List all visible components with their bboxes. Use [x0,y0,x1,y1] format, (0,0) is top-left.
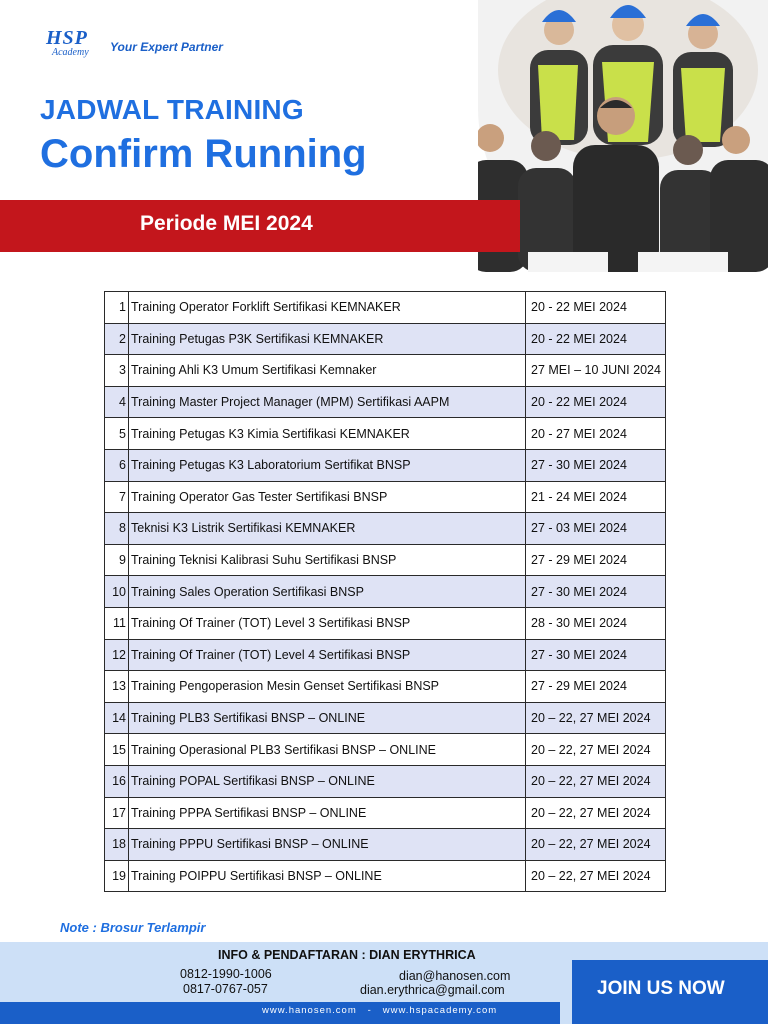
table-row [105,576,666,608]
training-date: 27 - 29 MEI 2024 [526,671,666,703]
table-row [105,734,666,766]
tagline: Your Expert Partner [110,40,223,54]
training-date: 27 MEI – 10 JUNI 2024 [526,355,666,387]
table-row [105,323,666,355]
training-name: Training Of Trainer (TOT) Level 3 Sertifikasi BNSP [129,607,526,639]
training-name: Training Teknisi Kalibrasi Suhu Sertifikasi BNSP [129,544,526,576]
training-schedule-table [104,291,666,892]
training-name: Training Petugas K3 Kimia Sertifikasi KEMNAKER [129,418,526,450]
info-registration-title: INFO & PENDAFTARAN : DIAN ERYTHRICA [218,948,476,962]
row-number: 18 [105,829,129,861]
training-date: 20 – 22, 27 MEI 2024 [526,860,666,892]
training-name: Training POPAL Sertifikasi BNSP – ONLINE [129,765,526,797]
table-row [105,386,666,418]
table-row [105,449,666,481]
training-name: Training POIPPU Sertifikasi BNSP – ONLINE [129,860,526,892]
workers-illustration [478,0,768,272]
training-date: 20 - 22 MEI 2024 [526,292,666,324]
training-date: 27 - 30 MEI 2024 [526,576,666,608]
training-date: 20 – 22, 27 MEI 2024 [526,765,666,797]
row-number: 2 [105,323,129,355]
table-row [105,607,666,639]
contact-email-2[interactable]: dian.erythrica@gmail.com [360,983,505,997]
training-date: 20 - 22 MEI 2024 [526,386,666,418]
table-row [105,860,666,892]
table-row [105,418,666,450]
training-name: Training PLB3 Sertifikasi BNSP – ONLINE [129,702,526,734]
row-number: 12 [105,639,129,671]
training-date: 20 – 22, 27 MEI 2024 [526,734,666,766]
training-name: Training Pengoperasion Mesin Genset Sertifikasi BNSP [129,671,526,703]
row-number: 19 [105,860,129,892]
logo-hsp-text: HSP [46,27,88,49]
training-date: 28 - 30 MEI 2024 [526,607,666,639]
row-number: 3 [105,355,129,387]
table-row [105,671,666,703]
training-date: 20 - 27 MEI 2024 [526,418,666,450]
website-links[interactable]: www.hanosen.com - www.hspacademy.com [262,1005,498,1016]
training-date: 27 - 30 MEI 2024 [526,639,666,671]
training-name: Training Sales Operation Sertifikasi BNSP [129,576,526,608]
contact-phone-1[interactable]: 0812-1990-1006 [180,967,272,981]
training-name: Training Operator Forklift Sertifikasi KEMNAKER [129,292,526,324]
table-row [105,765,666,797]
training-name: Training Petugas P3K Sertifikasi KEMNAKER [129,323,526,355]
table-row [105,639,666,671]
row-number: 16 [105,765,129,797]
row-number: 10 [105,576,129,608]
logo-academy-text: Academy [52,47,89,58]
training-date: 20 – 22, 27 MEI 2024 [526,829,666,861]
table-row [105,797,666,829]
table-row [105,513,666,545]
row-number: 11 [105,607,129,639]
row-number: 7 [105,481,129,513]
training-date: 27 - 29 MEI 2024 [526,544,666,576]
training-date: 20 – 22, 27 MEI 2024 [526,797,666,829]
row-number: 15 [105,734,129,766]
training-name: Teknisi K3 Listrik Sertifikasi KEMNAKER [129,513,526,545]
row-number: 8 [105,513,129,545]
training-name: Training Ahli K3 Umum Sertifikasi Kemnaker [129,355,526,387]
row-number: 13 [105,671,129,703]
table-row [105,544,666,576]
training-name: Training Operasional PLB3 Sertifikasi BNSP – ONLINE [129,734,526,766]
page-subtitle: Confirm Running [40,132,367,176]
training-name: Training Of Trainer (TOT) Level 4 Sertifikasi BNSP [129,639,526,671]
training-name: Training Petugas K3 Laboratorium Sertifikat BNSP [129,449,526,481]
training-name: Training Master Project Manager (MPM) Sertifikasi AAPM [129,386,526,418]
training-date: 21 - 24 MEI 2024 [526,481,666,513]
training-date: 27 - 03 MEI 2024 [526,513,666,545]
period-label: Periode MEI 2024 [140,212,313,235]
join-us-now-button[interactable]: JOIN US NOW [597,978,725,999]
contact-phone-2[interactable]: 0817-0767-057 [183,982,268,996]
training-date: 20 – 22, 27 MEI 2024 [526,702,666,734]
row-number: 17 [105,797,129,829]
training-name: Training Operator Gas Tester Sertifikasi BNSP [129,481,526,513]
contact-email-1[interactable]: dian@hanosen.com [399,969,511,983]
table-row [105,292,666,324]
table-row [105,355,666,387]
row-number: 14 [105,702,129,734]
page-title: JADWAL TRAINING [40,94,304,125]
team-photo [478,0,768,258]
row-number: 4 [105,386,129,418]
schedule-body [105,292,666,892]
training-name: Training PPPA Sertifikasi BNSP – ONLINE [129,797,526,829]
row-number: 5 [105,418,129,450]
training-date: 20 - 22 MEI 2024 [526,323,666,355]
row-number: 1 [105,292,129,324]
hsp-academy-logo [46,28,98,62]
table-row [105,702,666,734]
row-number: 9 [105,544,129,576]
table-row [105,829,666,861]
training-name: Training PPPU Sertifikasi BNSP – ONLINE [129,829,526,861]
note-text: Note : Brosur Terlampir [60,920,206,935]
table-row [105,481,666,513]
training-date: 27 - 30 MEI 2024 [526,449,666,481]
row-number: 6 [105,449,129,481]
